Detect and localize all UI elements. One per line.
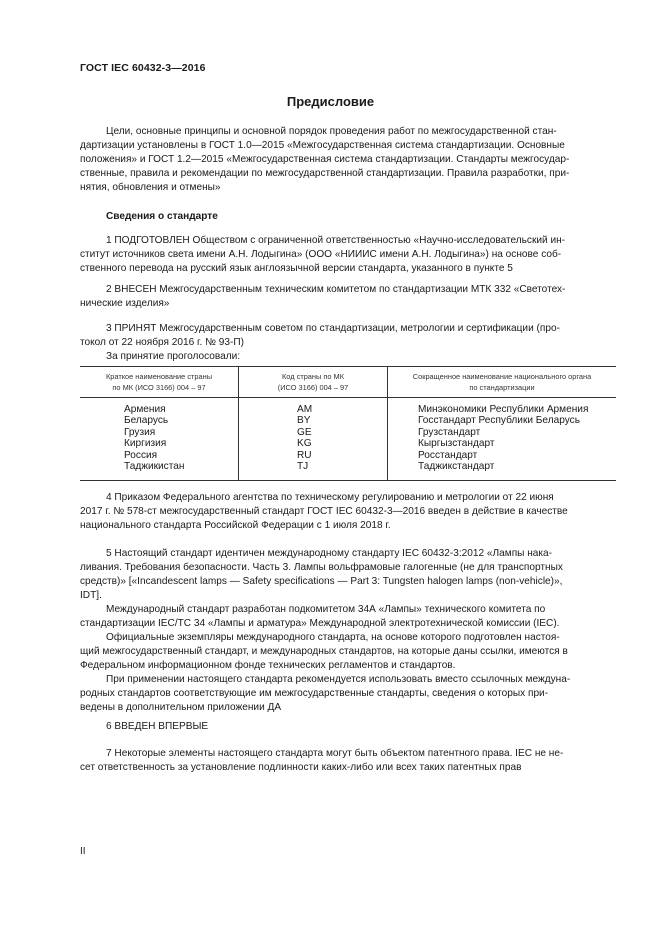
item-4-line: национального стандарта Российской Федерации с 1 июля 2018 г. [80, 520, 391, 532]
document-id: ГОСТ IEC 60432-3—2016 [80, 62, 206, 74]
item-5-intl-line: Международный стандарт разработан подкомитетом 34А «Лампы» технического комитета по [106, 604, 546, 615]
header-line: по стандартизации [469, 383, 535, 392]
section-subheading: Сведения о стандарте [106, 211, 218, 222]
item-7-paragraph [80, 747, 616, 775]
item-6-paragraph [80, 720, 616, 734]
item-7-line: сет ответственность за установление подлинности каких-либо или всех таких патентных прав [80, 762, 522, 774]
country-cell: Россия [124, 449, 158, 461]
intro-line: ственные, правила и рекомендации по межгосударственной стандартизации. Правила разработки, при- [80, 168, 570, 180]
table-row [80, 398, 616, 416]
item-4-paragraph [80, 491, 616, 533]
item-5-copies-paragraph [80, 631, 616, 673]
header-line: Сокращенное наименование национального органа [412, 372, 592, 381]
item-1-line: 1 ПОДГОТОВЛЕН Обществом с ограниченной ответственностью «Научно-исследовательский ин- [106, 235, 566, 246]
item-7-line: 7 Некоторые элементы настоящего стандарта могут быть объектом патентного права. IEC не не- [106, 748, 564, 759]
item-5-refs-paragraph [80, 673, 616, 715]
item-6-line: 6 ВВЕДЕН ВПЕРВЫЕ [106, 721, 209, 732]
table-row [80, 427, 616, 438]
code-cell: AM [239, 398, 388, 416]
header-line: по МК (ИСО 3166) 004 – 97 [112, 383, 206, 392]
item-5-line: ливания. Требования безопасности. Часть 3. Лампы вольфрамовые галогенные (не для транспортных [80, 562, 563, 574]
table-row [80, 461, 616, 481]
header-line: (ИСО 3166) 004 – 97 [277, 383, 349, 392]
intro-paragraph [80, 125, 616, 195]
authority-cell: Кыргызстандарт [388, 438, 617, 449]
country-cell: Киргизия [124, 438, 167, 450]
item-5-copies-line: Федеральном информационном фонде технических регламентов и стандартов. [80, 660, 456, 672]
item-2-line: 2 ВНЕСЕН Межгосударственным техническим комитетом по стандартизации МТК 332 «Светотех- [106, 284, 566, 295]
vote-label: За принятие проголосовали: [106, 351, 241, 362]
item-5-copies-line: щий межгосударственный стандарт, и международных стандартов, на которые даны ссылки, имеются в [80, 646, 568, 658]
item-5-intl-paragraph [80, 603, 616, 631]
header-line: Краткое наименование страны [105, 372, 213, 381]
table-header-row [80, 367, 616, 398]
intro-line: положения» и ГОСТ 1.2—2015 «Межгосударственная система стандартизации. Стандарты межгосудар- [80, 154, 570, 166]
code-cell: RU [239, 450, 388, 461]
item-3-paragraph [80, 322, 616, 350]
table-row [80, 450, 616, 461]
item-5-line: IDT]. [80, 590, 102, 602]
item-4-line: 4 Приказом Федерального агентства по техническому регулированию и метрологии от 22 июня [106, 492, 554, 503]
authority-cell: Минэкономики Республики Армения [388, 398, 617, 416]
country-cell: Беларусь [124, 415, 169, 427]
item-2-paragraph [80, 283, 616, 311]
column-header-code [239, 367, 388, 398]
item-2-line: нические изделия» [80, 298, 170, 310]
item-5-refs-line: ведены в дополнительном приложении ДА [80, 702, 282, 714]
column-header-country [80, 367, 239, 398]
code-cell: KG [239, 438, 388, 449]
column-header-authority [388, 367, 617, 398]
country-cell: Армения [124, 404, 166, 415]
table-row [80, 438, 616, 449]
authority-cell: Грузстандарт [388, 427, 617, 438]
item-1-line: ститут источников света имени А.Н. Лодыгина» (ООО «НИИИС имени А.Н. Лодыгина») на основе соб- [80, 249, 562, 261]
item-5-copies-line: Официальные экземпляры международного стандарта, на основе которого подготовлен настоя- [106, 632, 560, 643]
intro-line: Цели, основные принципы и основной порядок проведения работ по межгосударственной стан- [106, 126, 557, 137]
item-5-paragraph [80, 547, 616, 603]
item-5-intl-line: стандартизации IEC/TC 34 «Лампы и арматура» Международной электротехнической комиссии (IEC). [80, 618, 560, 630]
authority-cell: Таджикстандарт [388, 461, 617, 481]
item-3-line: 3 ПРИНЯТ Межгосударственным советом по стандартизации, метрологии и сертификации (про- [106, 323, 560, 334]
country-cell: Таджикистан [80, 461, 239, 481]
intro-line: нятия, обновления и отмены» [80, 182, 221, 194]
item-4-line: 2017 г. № 578-ст межгосударственный стандарт ГОСТ IEC 60432-3—2016 введен в действие в качестве [80, 506, 568, 518]
item-5-line: средств)» [«Incandescent lamps — Safety specifications — Part 3: Tungsten halogen lamps (non-vehicle)», [80, 576, 563, 588]
code-cell: TJ [239, 461, 388, 481]
item-5-refs-line: родных стандартов соответствующие им межгосударственные стандарты, сведения о которых при- [80, 688, 549, 700]
item-1-line: ственного перевода на русский язык англоязычной версии стандарта, указанного в пункте 5 [80, 263, 513, 275]
country-cell: Грузия [124, 426, 156, 438]
page-title: Предисловие [286, 94, 375, 109]
authority-cell: Госстандарт Республики Беларусь [388, 415, 617, 426]
item-3-line: токол от 22 ноября 2016 г. № 93-П) [80, 337, 244, 349]
item-1-paragraph [80, 234, 616, 276]
header-line: Код страны по МК [282, 372, 344, 381]
code-cell: GE [239, 427, 388, 438]
item-5-refs-line: При применении настоящего стандарта рекомендуется использовать вместо ссылочных междуна- [106, 674, 571, 685]
intro-line: дартизации установлены в ГОСТ 1.0—2015 «Межгосударственная система стандартизации. Основные [80, 140, 565, 152]
authority-cell: Росстандарт [388, 450, 617, 461]
code-cell: BY [239, 415, 388, 426]
table-row [80, 415, 616, 426]
page-number: II [80, 846, 86, 857]
member-states-table [80, 366, 616, 481]
item-5-line: 5 Настоящий стандарт идентичен международному стандарту IEC 60432-3:2012 «Лампы нака- [106, 548, 553, 559]
